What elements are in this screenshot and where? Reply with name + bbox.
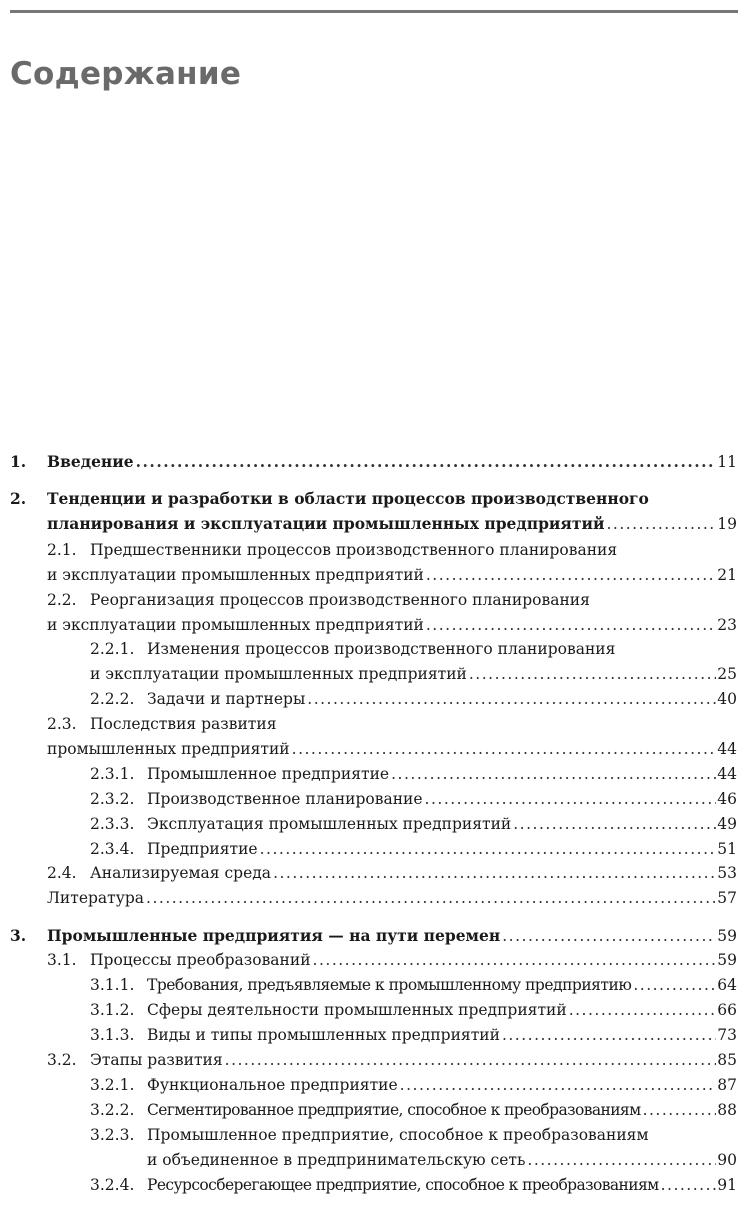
toc-entry-2-3-1[interactable] (0, 763, 737, 785)
page-number: 91 (717, 1176, 737, 1194)
entry-title: Промышленное предприятие, способное к преобразованиям (147, 1126, 649, 1144)
page-number: 59 (717, 927, 737, 945)
entry-number: 3.1.3. (90, 1026, 135, 1044)
toc-entry-3-2-2[interactable] (0, 1099, 737, 1121)
toc-entry-3-1-3[interactable] (0, 1024, 737, 1046)
leader-dots (134, 451, 717, 473)
leader-dots (641, 1099, 717, 1121)
entry-number: 3.2.1. (90, 1076, 135, 1094)
entry-number: 3.1.2. (90, 1001, 135, 1019)
entry-number: 3.2.3. (90, 1126, 135, 1144)
toc-entry-1[interactable] (0, 451, 737, 473)
leader-dots (311, 949, 717, 971)
entry-number: 3.1. (47, 951, 77, 969)
entry-title: Тенденции и разработки в области процессов производственного (47, 489, 649, 508)
page-number: 66 (717, 1001, 737, 1019)
entry-title: Реорганизация процессов производственного планирования (90, 591, 590, 609)
toc-entry-2-3[interactable] (0, 713, 737, 735)
toc-entry-2-1-cont[interactable] (0, 564, 737, 586)
entry-title: Ресурсосберегающее предприятие, способное к преобразованиям (147, 1176, 659, 1194)
toc-entry-3-2[interactable] (0, 1049, 737, 1071)
page-number: 44 (717, 765, 737, 783)
page-number: 90 (717, 1151, 737, 1169)
entry-number: 2.3.3. (90, 815, 135, 833)
entry-title: Литература (47, 889, 145, 907)
entry-title: Промышленное предприятие (147, 765, 390, 783)
entry-number: 2.3.2. (90, 790, 135, 808)
entry-title: планирования и эксплуатации промышленных предприятий (47, 514, 605, 533)
leader-dots (567, 999, 717, 1021)
toc-entry-2-3-2[interactable] (0, 788, 737, 810)
leader-dots (467, 663, 716, 685)
leader-dots (631, 974, 716, 996)
page-number: 40 (717, 690, 737, 708)
page-number: 53 (717, 864, 737, 882)
entry-number: 1. (10, 452, 27, 471)
toc-entry-2-3-cont[interactable] (0, 738, 737, 760)
entry-title: Виды и типы промышленных предприятий (147, 1026, 500, 1044)
page-number: 51 (717, 840, 737, 858)
entry-title: и эксплуатации промышленных предприятий (90, 665, 467, 683)
entry-title: и эксплуатации промышленных предприятий (47, 616, 424, 634)
leader-dots (659, 1174, 717, 1196)
page-number: 64 (717, 976, 737, 994)
toc-entry-3-1[interactable] (0, 949, 737, 971)
entry-title: промышленных предприятий (47, 740, 290, 758)
leader-dots (389, 763, 716, 785)
entry-number: 3.2. (47, 1051, 77, 1069)
entry-title: Промышленные предприятия — на пути перемен (47, 926, 501, 945)
entry-number: 3.2.4. (90, 1176, 135, 1194)
toc-entry-2-2-1[interactable] (0, 638, 737, 660)
leader-dots (500, 925, 716, 947)
entry-title: Сферы деятельности промышленных предприятий (147, 1001, 567, 1019)
entry-title: и объединенное в предпринимательскую сеть (147, 1151, 526, 1169)
entry-title: Этапы развития (90, 1051, 223, 1069)
entry-number: 2.2. (47, 591, 77, 609)
entry-number: 3.2.2. (90, 1101, 135, 1119)
leader-dots (223, 1049, 717, 1071)
toc-entry-2-2-2[interactable] (0, 688, 737, 710)
leader-dots (511, 813, 716, 835)
page-number: 57 (717, 889, 737, 907)
leader-dots (424, 614, 716, 636)
page-title: Содержание (10, 56, 242, 92)
page-number: 73 (717, 1026, 737, 1044)
leader-dots (525, 1149, 716, 1171)
entry-number: 2.3. (47, 715, 77, 733)
entry-number: 2.3.4. (90, 840, 135, 858)
entry-title: Требования, предъявляемые к промышленному предприятию (147, 976, 632, 994)
entry-title: Предшественники процессов производственного планирования (90, 541, 618, 559)
toc-entry-2-cont[interactable] (0, 513, 737, 535)
entry-title: Последствия развития (90, 715, 277, 733)
toc-entry-3[interactable] (0, 925, 737, 947)
leader-dots (424, 564, 716, 586)
toc-entry-3-1-1[interactable] (0, 974, 737, 996)
toc-entry-3-2-1[interactable] (0, 1074, 737, 1096)
entry-number: 2.2.2. (90, 690, 135, 708)
page-number: 46 (717, 790, 737, 808)
page-number: 88 (717, 1101, 737, 1119)
leader-dots (271, 862, 716, 884)
entry-title: Задачи и партнеры (147, 690, 306, 708)
page-number: 59 (717, 951, 737, 969)
leader-dots (500, 1024, 716, 1046)
page-number: 11 (717, 453, 737, 471)
toc-entry-2[interactable] (0, 488, 737, 510)
leader-dots (398, 1074, 717, 1096)
page-number: 49 (717, 815, 737, 833)
entry-title: Сегментированное предприятие, способное к преобразованиям (147, 1101, 641, 1119)
entry-number: 2.2.1. (90, 640, 135, 658)
entry-number: 2.1. (47, 541, 77, 559)
toc-entry-3-1-2[interactable] (0, 999, 737, 1021)
toc-entry-2-2[interactable] (0, 589, 737, 611)
entry-number: 3.1.1. (90, 976, 135, 994)
entry-number: 2.4. (47, 864, 77, 882)
entry-title: Функциональное предприятие (147, 1076, 398, 1094)
entry-title: Эксплуатация промышленных предприятий (147, 815, 512, 833)
toc-entry-2-4[interactable] (0, 862, 737, 884)
entry-number: 2. (10, 489, 27, 508)
page-number: 44 (717, 740, 737, 758)
entry-title: Изменения процессов производственного планирования (147, 640, 616, 658)
entry-title: Анализируемая среда (90, 864, 272, 882)
entry-title: Процессы преобразований (90, 951, 311, 969)
page-number: 21 (717, 566, 737, 584)
page-number: 23 (717, 616, 737, 634)
page-number: 85 (717, 1051, 737, 1069)
toc-entry-3-2-4[interactable] (0, 1174, 737, 1196)
toc-entry-3-2-3-cont[interactable] (0, 1149, 737, 1171)
entry-number: 3. (10, 926, 27, 945)
page-number: 25 (717, 665, 737, 683)
toc-entry-literature[interactable] (0, 887, 737, 909)
leader-dots (144, 887, 716, 909)
toc-entry-2-3-4[interactable] (0, 838, 737, 860)
toc-entry-2-2-1-cont[interactable] (0, 663, 737, 685)
entry-number: 2.3.1. (90, 765, 135, 783)
leader-dots (305, 688, 716, 710)
leader-dots (290, 738, 717, 760)
leader-dots (604, 513, 716, 535)
entry-title: Производственное планирование (147, 790, 423, 808)
page-number: 87 (717, 1076, 737, 1094)
toc-entry-2-3-3[interactable] (0, 813, 737, 835)
entry-title: Предприятие (147, 840, 258, 858)
toc-entry-2-1[interactable] (0, 539, 737, 561)
page-number: 19 (717, 515, 737, 533)
leader-dots (423, 788, 717, 810)
toc-entry-3-2-3[interactable] (0, 1124, 737, 1146)
leader-dots (258, 838, 717, 860)
entry-title: Введение (47, 452, 134, 471)
toc-entry-2-2-cont[interactable] (0, 614, 737, 636)
entry-title: и эксплуатации промышленных предприятий (47, 566, 424, 584)
